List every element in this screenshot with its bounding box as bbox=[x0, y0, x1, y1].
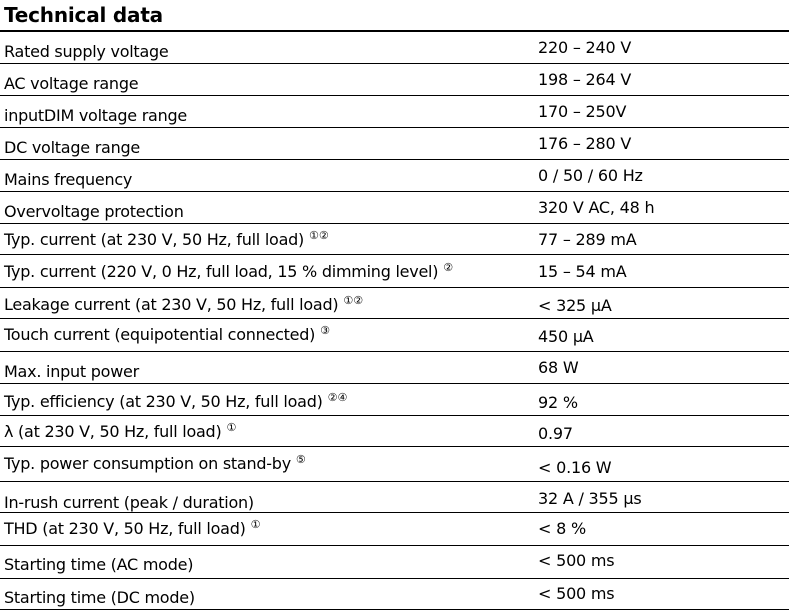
parameter-value: 15 – 54 mA bbox=[538, 262, 627, 281]
parameter-name: Leakage current (at 230 V, 50 Hz, full load) ①② bbox=[4, 294, 364, 314]
parameter-value: 198 – 264 V bbox=[538, 70, 632, 89]
parameter-value: 0.97 bbox=[538, 424, 573, 443]
footnote-marker: ②④ bbox=[327, 391, 348, 404]
parameter-value: 176 – 280 V bbox=[538, 134, 632, 153]
parameter-value: 220 – 240 V bbox=[538, 38, 632, 57]
parameter-name: Typ. current (220 V, 0 Hz, full load, 15 % dimming level) ② bbox=[4, 261, 454, 281]
parameter-name: Starting time (AC mode) bbox=[4, 555, 194, 574]
footnote-marker: ② bbox=[443, 261, 454, 274]
table-row bbox=[0, 64, 789, 96]
parameter-value: 77 – 289 mA bbox=[538, 230, 637, 249]
parameter-name: λ (at 230 V, 50 Hz, full load) ① bbox=[4, 421, 237, 441]
parameter-value: < 500 ms bbox=[538, 551, 615, 570]
footnote-marker: ①② bbox=[309, 229, 329, 242]
parameter-value: 92 % bbox=[538, 393, 578, 412]
parameter-name: Mains frequency bbox=[4, 170, 133, 189]
table-row bbox=[0, 160, 789, 192]
parameter-value: 0 / 50 / 60 Hz bbox=[538, 166, 643, 185]
parameter-value: 320 V AC, 48 h bbox=[538, 198, 655, 217]
table-row bbox=[0, 482, 789, 513]
table-row bbox=[0, 255, 789, 288]
parameter-value: < 8 % bbox=[538, 519, 586, 538]
table-row bbox=[0, 513, 789, 546]
table-row bbox=[0, 416, 789, 447]
parameter-name: Overvoltage protection bbox=[4, 202, 184, 221]
parameter-value: < 500 ms bbox=[538, 584, 615, 603]
parameter-value: 170 – 250V bbox=[538, 102, 627, 121]
footnote-marker: ①② bbox=[343, 294, 364, 307]
table-row bbox=[0, 319, 789, 352]
table-row bbox=[0, 384, 789, 416]
table-row bbox=[0, 579, 789, 610]
footnote-marker: ① bbox=[226, 421, 237, 434]
parameter-name: Typ. power consumption on stand-by ⑤ bbox=[4, 453, 306, 473]
table-row bbox=[0, 352, 789, 384]
parameter-name: THD (at 230 V, 50 Hz, full load) ① bbox=[4, 518, 261, 538]
table-row bbox=[0, 96, 789, 128]
table-row bbox=[0, 224, 789, 255]
parameter-value: 32 A / 355 µs bbox=[538, 489, 642, 508]
footnote-marker: ③ bbox=[320, 324, 331, 337]
parameter-name: AC voltage range bbox=[4, 74, 139, 93]
table-row bbox=[0, 128, 789, 160]
parameter-name: Max. input power bbox=[4, 362, 139, 381]
parameter-value: < 0.16 W bbox=[538, 458, 612, 477]
parameter-name: In-rush current (peak / duration) bbox=[4, 493, 254, 512]
parameter-value: 68 W bbox=[538, 358, 579, 377]
technical-data-table bbox=[0, 32, 789, 610]
page-title: Technical data bbox=[4, 3, 163, 27]
footnote-marker: ① bbox=[250, 518, 261, 531]
parameter-name: Typ. efficiency (at 230 V, 50 Hz, full load) ②④ bbox=[4, 391, 348, 411]
parameter-value: 450 µA bbox=[538, 327, 594, 346]
parameter-value: < 325 µA bbox=[538, 296, 612, 315]
footnote-marker: ⑤ bbox=[295, 453, 306, 466]
table-row bbox=[0, 288, 789, 319]
table-row bbox=[0, 447, 789, 482]
parameter-name: Rated supply voltage bbox=[4, 42, 169, 61]
table-row bbox=[0, 546, 789, 579]
parameter-name: DC voltage range bbox=[4, 138, 140, 157]
table-row bbox=[0, 192, 789, 224]
parameter-name: Typ. current (at 230 V, 50 Hz, full load) ①② bbox=[4, 229, 329, 249]
parameter-name: Starting time (DC mode) bbox=[4, 588, 195, 607]
parameter-name: Touch current (equipotential connected) ③ bbox=[4, 324, 331, 344]
table-row bbox=[0, 32, 789, 64]
parameter-name: inputDIM voltage range bbox=[4, 106, 187, 125]
